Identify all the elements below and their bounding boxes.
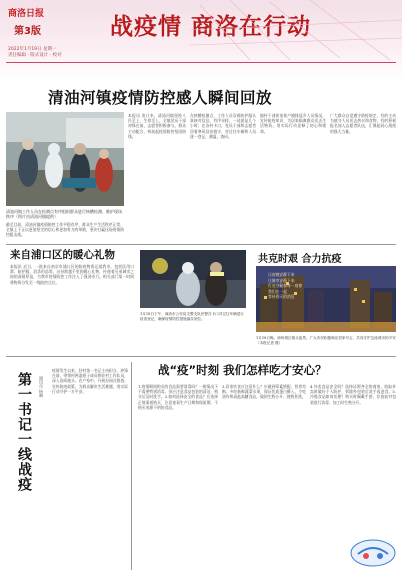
secretary-vertical-title: 第一书记一线战疫 <box>16 372 32 492</box>
warm-story-title: 来自浦口区的暖心礼物 <box>10 249 115 261</box>
poem-line: 让夜晚安静下来 <box>268 272 295 277</box>
corner-badge-icon <box>350 538 396 568</box>
section-divider <box>6 244 396 245</box>
editor-line: 责任编辑 · 版式设计 · 校对 <box>8 53 62 58</box>
warm-story-body: 本报讯 近日，一批来自南京市浦口区的防疫物资运抵我市，包括医用口罩、防护服、消杀用品等。这份跨越千里的暖心礼物，传递着兄弟城市之间的深情厚谊，为我市疫情防控工作注入了强劲动力。相关部门第一时间将物资分发至一线防控点位。 <box>10 264 134 285</box>
night-story-title: 共克时艰 合力抗疫 <box>258 254 342 265</box>
lead-story-footer-text: 截至目前，清油河镇疫情防控工作平稳有序，群众生产生活秩序正常，全镇上下正以更加坚定的信心和更加有力的举措，坚决打赢这场疫情防控阻击战。 <box>6 222 124 238</box>
checkpoint-photo <box>140 250 246 308</box>
lead-story-title: 清油河镇疫情防控感人瞬间回放 <box>48 89 273 107</box>
section-divider <box>6 356 396 357</box>
lead-story-column-4: 广大群众自觉遵守防疫规定，有的主动为值守人员送去热水和食物，有的积极报名加入志愿者队伍，汇聚起同心战疫的强大力量。 <box>330 113 396 134</box>
poem-line: 让城市安静下来 <box>268 277 295 283</box>
poem-line: 等待春天的消息 <box>268 294 295 300</box>
lead-story-column-1: 本报讯 连日来，清油河镇坚持人民至上、生命至上，全镇党员干部冲锋在前，志愿者积极参与，群众主动配合，构筑起疫情防控坚固防线。 <box>128 113 186 139</box>
night-photo-caption: 1月18日晚，商州城区街头夜景。广大市民积极响应居家号召，共同守护这座城市的平安（本报记者 摄） <box>256 336 396 345</box>
qa-story-title: 战“疫”时刻 我们怎样吃才安心？ <box>158 363 327 377</box>
lead-story-photo-caption: 清油河镇工作人员在检测点有序组织群众进行核酸检测，维护现场秩序（图片由清油河镇提供） <box>6 209 122 219</box>
qa-column-1: 1.疫情期间购买的食品需要消毒吗？一般情况下不需要特别消毒，但应注意食品包装的清洁，购买后及时洗手。2.如何选择安全的食品？应选择正规渠道购买，注意查看生产日期和保质期，不购买来源不明的食品。 <box>138 384 218 410</box>
date-line: 2022年1月19日 星期一 <box>8 47 57 52</box>
qa-column-2: 3.居家饮食应注意什么？应做到荤素搭配、营养均衡，多吃新鲜蔬菜水果，保证优质蛋白摄入，少吃油炸和高盐高糖食品，做到生熟分开、烧熟煮透。 <box>222 384 306 400</box>
night-poem <box>268 272 328 300</box>
page-number: 第3版 <box>14 26 41 37</box>
lead-story-column-3: 镇村干部挨家挨户摸排返乡人员情况，宣传防疫知识，为居家隔离群众送去生活物资，用实际行动诠释了初心和使命。 <box>260 113 326 134</box>
section-headline: 战疫情 商洛在行动 <box>110 14 312 40</box>
header-decoration <box>190 0 402 62</box>
checkpoint-photo-caption: 1月18日下午，商洛市公安局交警支队民警在卡口对过往车辆进行检查登记，确保疫情防控措施落实到位。 <box>140 312 244 321</box>
column-divider <box>131 362 132 570</box>
secretary-byline: 通讯员 杨琳 <box>39 376 44 398</box>
lead-story-column-2: 在核酸检测点，工作人员穿着防护服认真核对信息、有序采样，一站就是几个小时；在各村卡口，党员干部和志愿者顶着寒风昼夜值守，对过往车辆和人员逐一登记、测温、查码。 <box>190 113 256 139</box>
secretary-body: 疫情发生以来，驻村第一书记主动担当、冲锋在前，带领村两委班子成员和驻村工作队员，深入田间地头、农户家中，开展拉网式排查，宣传防疫政策，为群众解决生活难题，用实际行动守护一方平安。 <box>52 368 128 394</box>
poem-line: 灯光守候着每一扇窗 <box>268 283 303 289</box>
lead-story-photo <box>6 112 124 206</box>
header-divider <box>6 62 396 63</box>
poem-line: 我们在一起 <box>268 288 287 294</box>
qa-column-3: 4.外卖食品安全吗？选择证照齐全的商家，收取外卖时做好个人防护，拆除外包装后洗手再进食。5.冷链食品如何处理？购买时佩戴手套，存放前对包装进行消毒，加工时生熟分开。 <box>310 384 396 405</box>
newspaper-logo: 商洛日报 <box>8 9 45 19</box>
